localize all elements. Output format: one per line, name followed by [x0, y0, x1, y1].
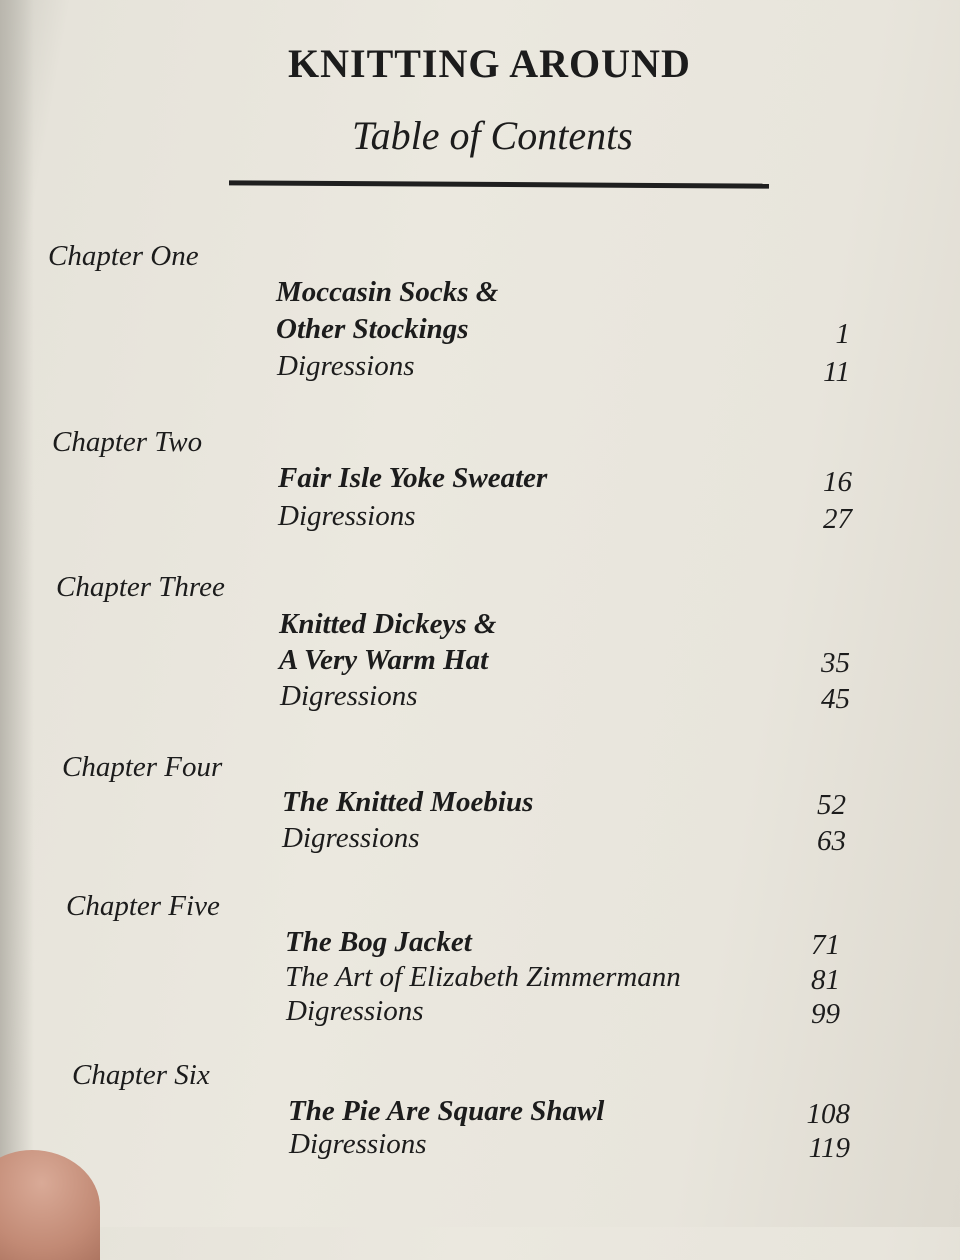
- chapter-four-label: Chapter Four: [62, 751, 223, 783]
- toc-entry-title: The Pie Are Square Shawl: [288, 1095, 605, 1127]
- toc-page-number: 35: [821, 647, 850, 679]
- toc-page-number: 108: [806, 1098, 850, 1130]
- toc-page-number: 119: [808, 1132, 850, 1164]
- toc-entry-title: Digressions: [286, 995, 424, 1027]
- toc-entry-title: Moccasin Socks &: [276, 276, 499, 308]
- page-gutter-shadow: [0, 0, 34, 1227]
- toc-entry-title: Other Stockings: [276, 313, 469, 345]
- toc-entry-title: The Knitted Moebius: [282, 786, 534, 818]
- title-rule: [229, 180, 769, 188]
- toc-heading: Table of Contents: [352, 113, 633, 158]
- toc-entry-title: Digressions: [280, 680, 418, 712]
- toc-entry-title: Knitted Dickeys &: [279, 608, 497, 640]
- toc-page-number: 27: [823, 503, 852, 535]
- toc-page-number: 52: [817, 789, 846, 821]
- toc-entry-title: The Bog Jacket: [285, 926, 472, 958]
- toc-page-number: 45: [821, 683, 850, 715]
- toc-page-number: 1: [835, 318, 850, 350]
- toc-page-number: 71: [811, 929, 840, 961]
- toc-page-number: 16: [823, 466, 852, 498]
- toc-page-number: 63: [817, 825, 846, 857]
- chapter-three-label: Chapter Three: [56, 571, 225, 603]
- toc-page-number: 81: [811, 964, 840, 996]
- toc-entry-title: Digressions: [289, 1128, 427, 1160]
- toc-page-number: 11: [823, 356, 850, 388]
- toc-entry-title: Digressions: [278, 500, 416, 532]
- book-title: KNITTING AROUND: [288, 41, 691, 86]
- chapter-six-label: Chapter Six: [72, 1059, 210, 1091]
- toc-entry-title: The Art of Elizabeth Zimmermann: [285, 961, 681, 993]
- thumb: [0, 1150, 100, 1260]
- toc-page-number: 99: [811, 998, 840, 1030]
- toc-entry-title: Fair Isle Yoke Sweater: [278, 462, 548, 494]
- chapter-one-label: Chapter One: [48, 240, 199, 272]
- toc-entry-title: Digressions: [282, 822, 420, 854]
- toc-entry-title: A Very Warm Hat: [279, 644, 489, 676]
- chapter-two-label: Chapter Two: [52, 426, 203, 458]
- toc-entry-title: Digressions: [277, 350, 415, 382]
- chapter-five-label: Chapter Five: [66, 890, 220, 922]
